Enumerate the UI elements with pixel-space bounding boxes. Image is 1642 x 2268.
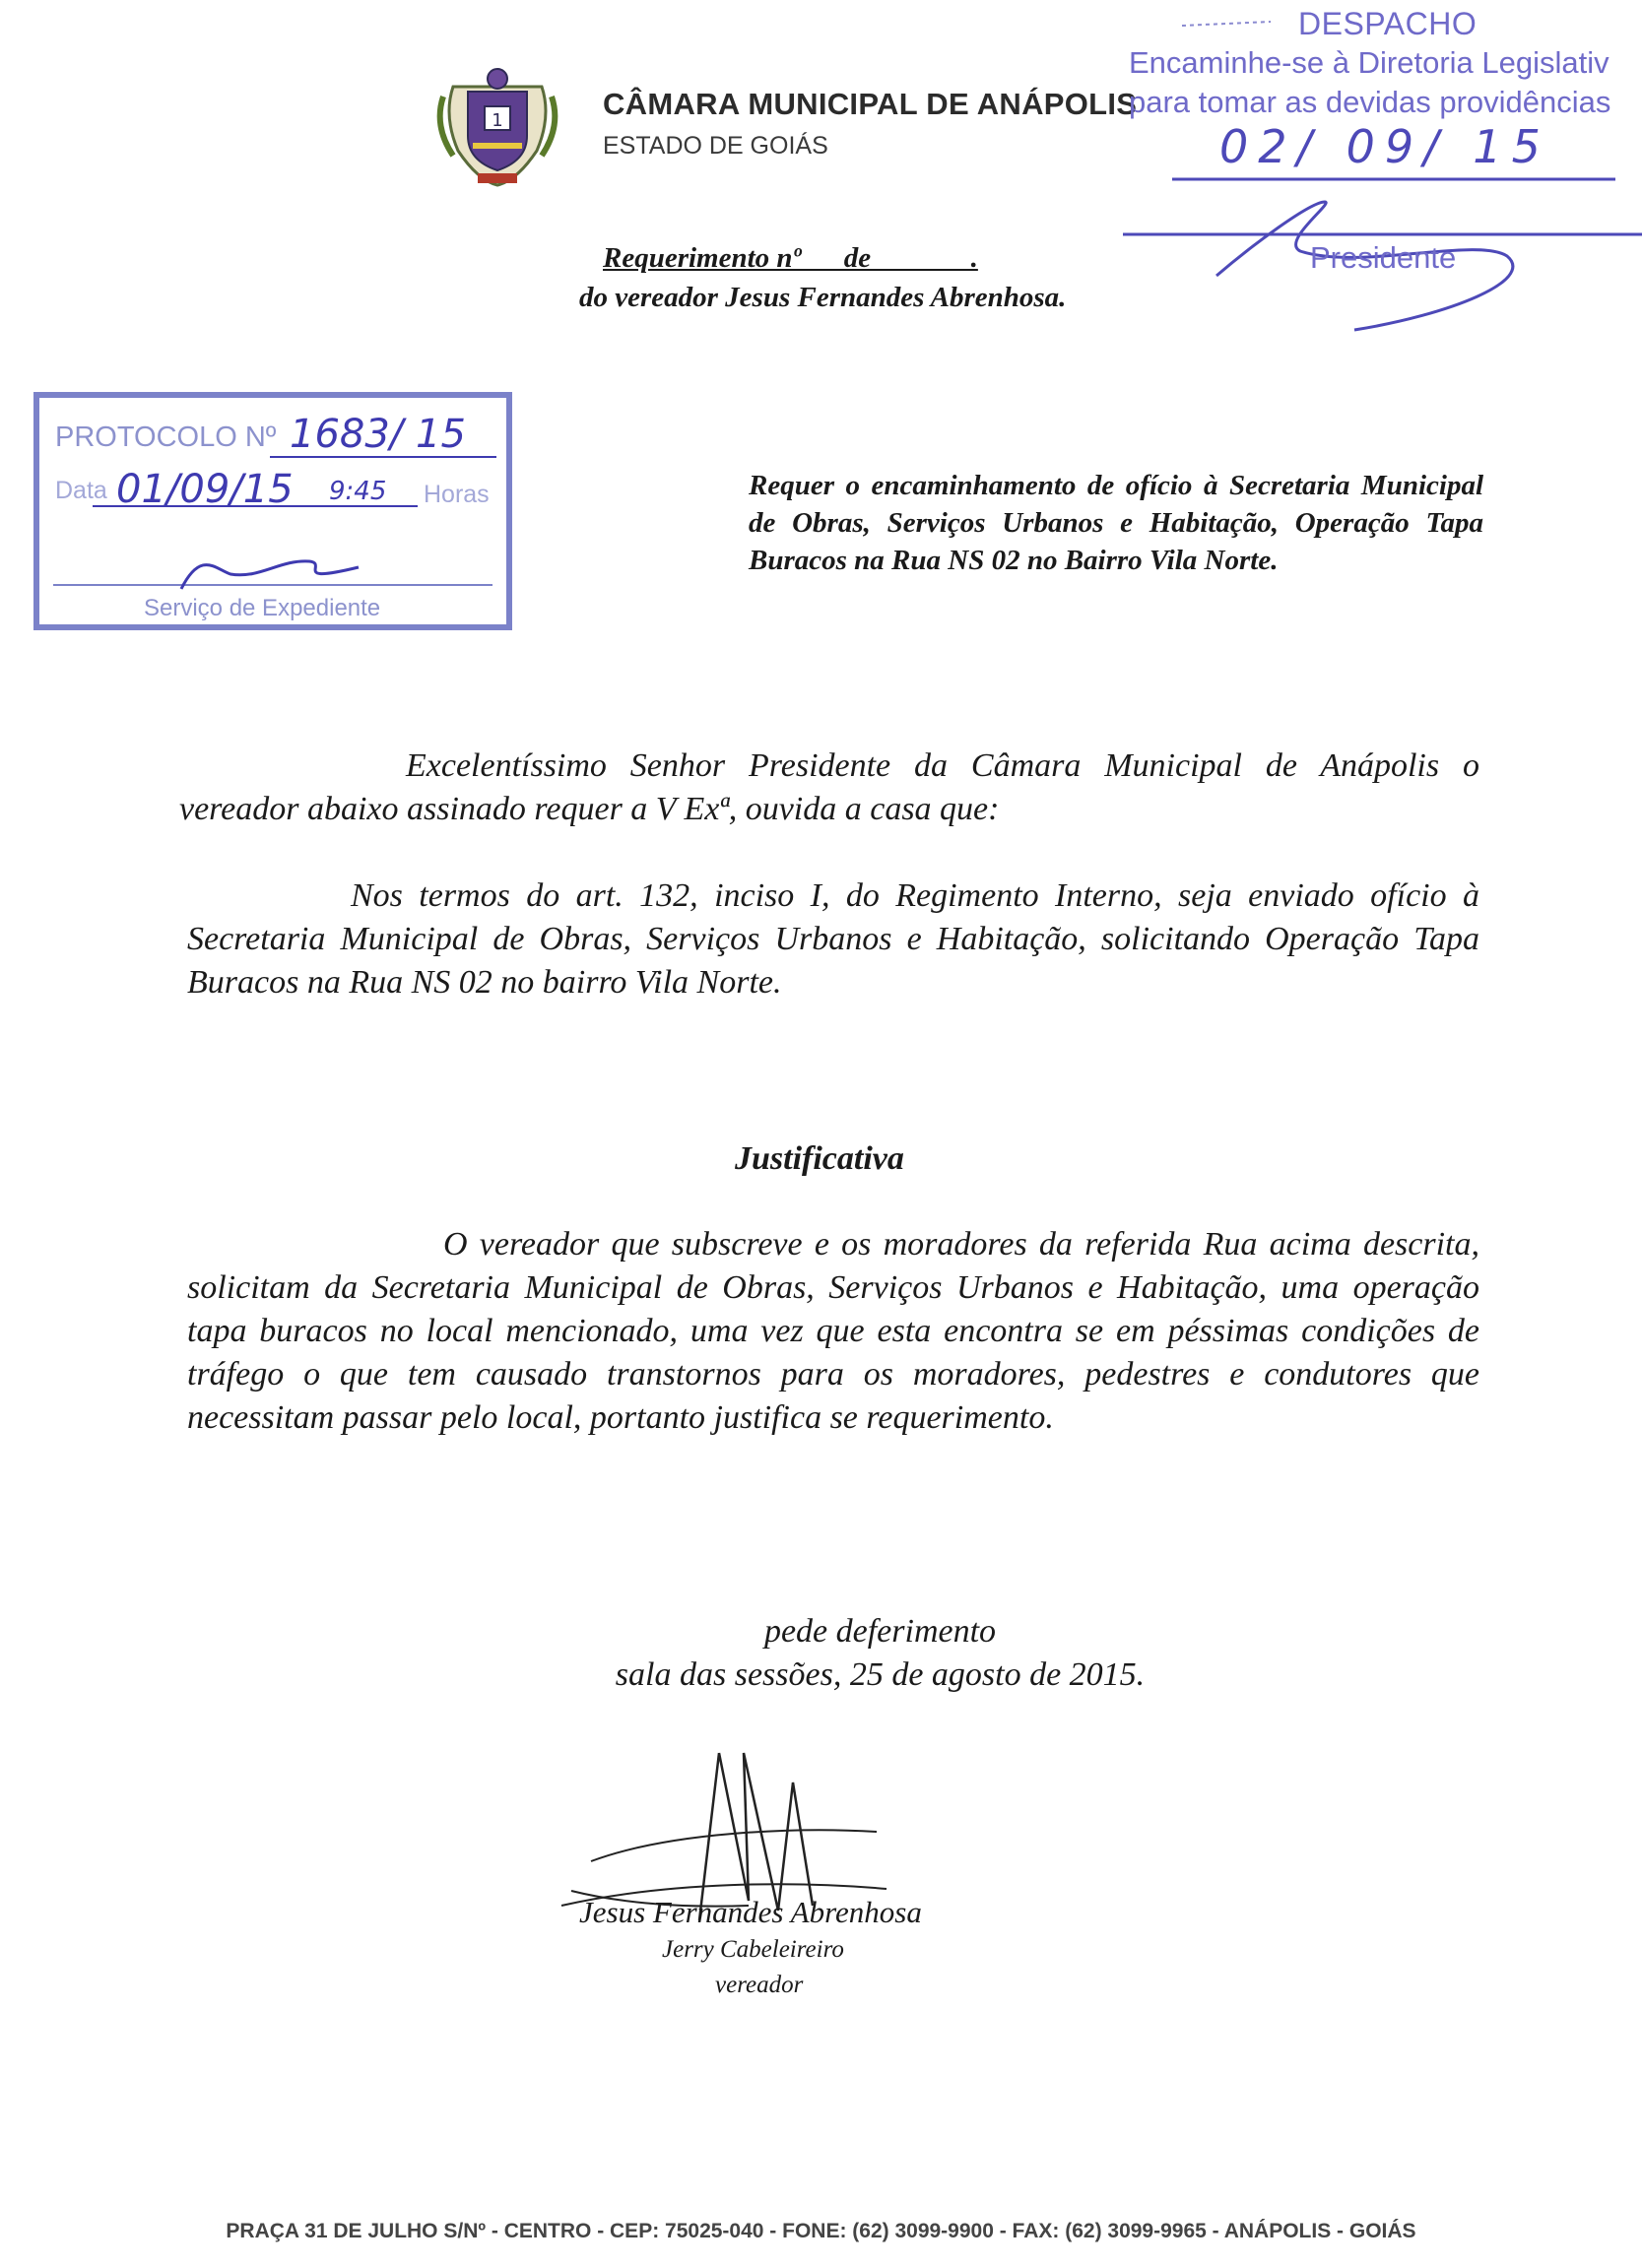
despacho-title: DESPACHO (1298, 6, 1478, 41)
protocolo-label: PROTOCOLO Nº (55, 421, 277, 453)
despacho-line1: Encaminhe-se à Diretoria Legislativ (1129, 45, 1609, 80)
protocolo-hours-label: Horas (424, 481, 490, 508)
signer-name: Jesus Fernandes Abrenhosa (579, 1895, 922, 1929)
requerimento-title: Requerimento nº de . (603, 242, 978, 274)
salutation-paragraph: Excelentíssimo Senhor Presidente da Câmara Municipal de Anápolis o vereador abaixo assinado requer a V Exª, ouvida a casa que: (179, 747, 1479, 827)
protocolo-date: 01/09/15 (116, 467, 294, 512)
despacho-date: 02/ 09/ 15 (1219, 120, 1550, 173)
request-paragraph: Nos termos do art. 132, inciso I, do Regimento Interno, seja enviado ofício à Secretaria Municipal de Obras, Serviços Urbanos e Habitação, solicitando Operação Tapa Buracos na Rua NS 02 no bairro Vila Norte. (187, 877, 1479, 1001)
closing-line1: pede deferimento (763, 1613, 997, 1650)
despacho-signature-label: Presidente (1310, 240, 1457, 275)
svg-text:1: 1 (492, 110, 503, 131)
justificativa-heading: Justificativa (735, 1140, 904, 1177)
closing-line2: sala das sessões, 25 de agosto de 2015. (615, 1656, 1146, 1693)
protocolo-footer: Serviço de Expediente (144, 595, 381, 621)
signer-role: vereador (715, 1972, 804, 1998)
footer-address: PRAÇA 31 DE JULHO S/Nº - CENTRO - CEP: 75025-040 - FONE: (62) 3099-9900 - FAX: (62) 3099-9965 - ANÁPOLIS - GOIÁS (226, 2220, 1416, 2242)
coat-of-arms-icon (433, 57, 561, 190)
protocolo-time: 9:45 (329, 477, 387, 506)
requerimento-author: do vereador Jesus Fernandes Abrenhosa. (579, 282, 1067, 313)
ementa: Requer o encaminhamento de ofício à Secretaria Municipal de Obras, Serviços Urbanos e Habitação, Operação Tapa Buracos na Rua NS 02 no Bairro Vila Norte. (749, 470, 1483, 576)
protocolo-date-label: Data (55, 477, 107, 504)
org-name: CÂMARA MUNICIPAL DE ANÁPOLIS (603, 87, 1138, 121)
justificativa-paragraph: O vereador que subscreve e os moradores da referida Rua acima descrita, solicitam da Secretaria Municipal de Obras, Serviços Urbanos e Habitação, uma operação tapa buracos no local mencionado, uma vez que esta encontra se em péssimas condições de tráfego o que tem causado transtornos para os moradores, pedestres e condutores que necessitam passar pelo local, portanto justifica se requerimento. (187, 1226, 1479, 1436)
despacho-line2: para tomar as devidas providências (1129, 85, 1611, 119)
signer-nickname: Jerry Cabeleireiro (662, 1936, 844, 1963)
protocolo-number: 1683/ 15 (290, 412, 466, 457)
org-state: ESTADO DE GOIÁS (603, 132, 828, 160)
